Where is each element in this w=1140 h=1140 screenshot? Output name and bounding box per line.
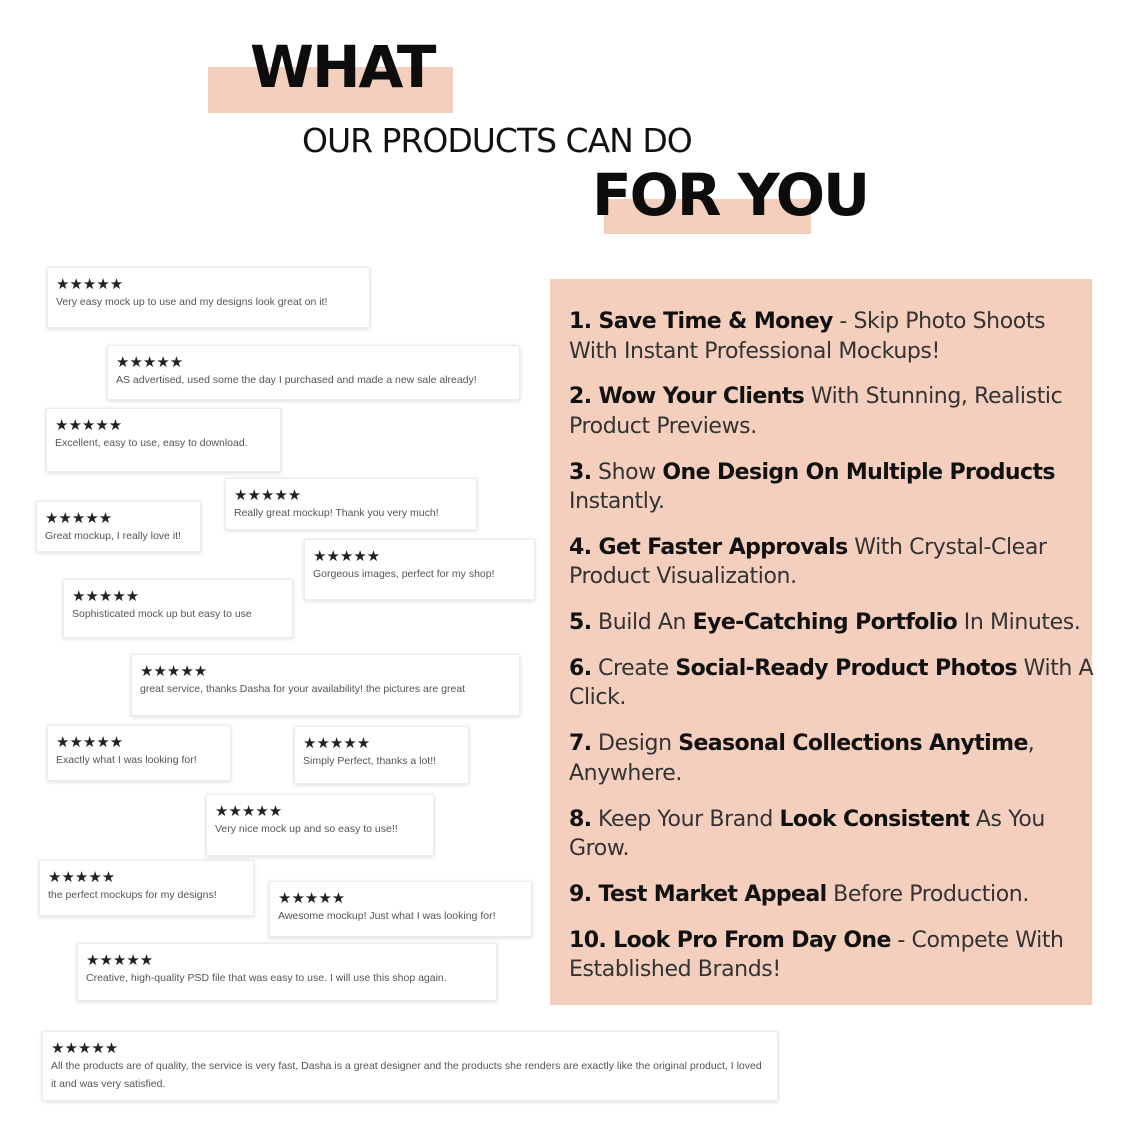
review-card — [36, 501, 201, 552]
review-card — [77, 943, 497, 1001]
five-star-rating-icon: ★★★★★ — [45, 509, 113, 527]
benefit-emphasis: 1. Save Time & Money — [569, 309, 833, 334]
review-text: Great mockup, I really love it! — [45, 530, 181, 542]
benefit-emphasis: 10. Look Pro From Day One — [569, 927, 891, 953]
benefit-emphasis: 4. Get Faster Approvals — [569, 534, 848, 560]
heading-for-you: FOR YOU — [592, 161, 869, 229]
review-card — [47, 267, 370, 328]
benefit-text: As You Grow. — [569, 806, 1045, 862]
five-star-rating-icon: ★★★★★ — [72, 587, 140, 605]
heading-what: WHAT — [250, 33, 435, 101]
benefit-emphasis: Look Consistent — [779, 806, 970, 832]
heading-subtitle: OUR PRODUCTS CAN DO — [302, 121, 692, 160]
five-star-rating-icon: ★★★★★ — [234, 486, 302, 504]
review-card — [46, 408, 281, 472]
benefit-text: With Stunning, Realistic Product Previews. — [569, 384, 1063, 439]
five-star-rating-icon: ★★★★★ — [116, 353, 184, 371]
review-card — [42, 1031, 778, 1101]
benefit-emphasis: 7. — [569, 731, 592, 757]
benefit-item — [569, 926, 1099, 985]
benefit-text: - Skip Photo Shoots With Instant Professional Mockups! — [569, 309, 1046, 364]
benefit-item — [569, 880, 1099, 910]
benefit-item — [569, 608, 1099, 638]
benefit-item — [569, 382, 1099, 441]
review-card — [206, 794, 434, 856]
review-card — [63, 579, 293, 638]
review-text: All the products are of quality, the service is very fast, Dasha is a great designer and the products she renders are exactly like the original product, I loved it and was very satisfied. — [51, 1060, 762, 1090]
benefit-text: Before Production. — [826, 881, 1029, 907]
review-text: Sophisticated mock up but easy to use — [72, 608, 252, 620]
benefit-emphasis: 3. — [569, 459, 592, 485]
five-star-rating-icon: ★★★★★ — [55, 416, 123, 434]
review-card — [304, 539, 535, 600]
review-text: Excellent, easy to use, easy to download. — [55, 437, 248, 449]
benefit-emphasis: 5. — [569, 610, 592, 636]
benefit-emphasis: 2. Wow Your Clients — [569, 384, 805, 410]
benefit-text: Build An — [591, 610, 693, 636]
five-star-rating-icon: ★★★★★ — [56, 275, 124, 293]
five-star-rating-icon: ★★★★★ — [51, 1039, 119, 1057]
benefit-item — [569, 307, 1099, 366]
review-card — [39, 860, 254, 916]
benefit-emphasis: 9. Test Market Appeal — [569, 881, 827, 907]
review-text: Very easy mock up to use and my designs look great on it! — [56, 296, 328, 308]
review-card — [131, 654, 520, 716]
benefit-text: Instantly. — [569, 489, 665, 515]
benefit-text: Design — [591, 731, 679, 757]
review-card — [269, 881, 532, 937]
review-card — [107, 345, 520, 400]
benefit-text: - Compete With Established Brands! — [569, 927, 1064, 983]
benefit-text: With Crystal-Clear Product Visualization. — [569, 534, 1047, 590]
five-star-rating-icon: ★★★★★ — [56, 733, 124, 751]
five-star-rating-icon: ★★★★★ — [140, 662, 208, 680]
review-text: Exactly what I was looking for! — [56, 754, 197, 766]
benefits-panel — [550, 279, 1092, 1005]
benefit-text: , Anywhere. — [569, 731, 1035, 786]
review-text: the perfect mockups for my designs! — [48, 889, 217, 901]
five-star-rating-icon: ★★★★★ — [303, 734, 371, 752]
benefit-emphasis: 6. — [569, 655, 592, 681]
benefit-emphasis: Seasonal Collections Anytime — [678, 731, 1028, 757]
review-text: Simply Perfect, thanks a lot!! — [303, 755, 437, 767]
review-text: Awesome mockup! Just what I was looking for! — [278, 910, 496, 922]
review-text: great service, thanks Dasha for your availability! the pictures are great — [140, 683, 466, 695]
benefit-emphasis: 8. — [569, 806, 592, 832]
five-star-rating-icon: ★★★★★ — [48, 868, 116, 886]
benefit-item — [569, 533, 1099, 592]
benefit-emphasis: Eye-Catching Portfolio — [692, 610, 958, 636]
five-star-rating-icon: ★★★★★ — [86, 951, 154, 969]
review-text: Very nice mock up and so easy to use!! — [215, 823, 398, 835]
benefit-text: Create — [591, 655, 676, 681]
benefit-item — [569, 654, 1099, 713]
five-star-rating-icon: ★★★★★ — [313, 547, 381, 565]
review-text: Really great mockup! Thank you very much! — [234, 507, 439, 519]
five-star-rating-icon: ★★★★★ — [278, 889, 346, 907]
benefit-item — [569, 458, 1099, 517]
benefit-emphasis: Social-Ready Product Photos — [675, 655, 1018, 681]
benefit-text: Show — [591, 459, 663, 485]
five-star-rating-icon: ★★★★★ — [215, 802, 283, 820]
review-card — [294, 726, 469, 784]
benefit-item — [569, 729, 1099, 788]
benefit-item — [569, 805, 1099, 864]
review-text: AS advertised, used some the day I purchased and made a new sale already! — [116, 374, 477, 386]
review-card — [47, 725, 231, 781]
benefit-text: In Minutes. — [957, 610, 1081, 636]
review-card — [225, 478, 477, 530]
review-text: Creative, high-quality PSD file that was easy to use. I will use this shop again. — [86, 972, 447, 984]
benefit-text: Keep Your Brand — [591, 806, 780, 832]
review-text: Gorgeous images, perfect for my shop! — [313, 568, 495, 580]
benefit-emphasis: One Design On Multiple Products — [662, 459, 1055, 485]
benefit-text: With A Click. — [569, 655, 1094, 711]
